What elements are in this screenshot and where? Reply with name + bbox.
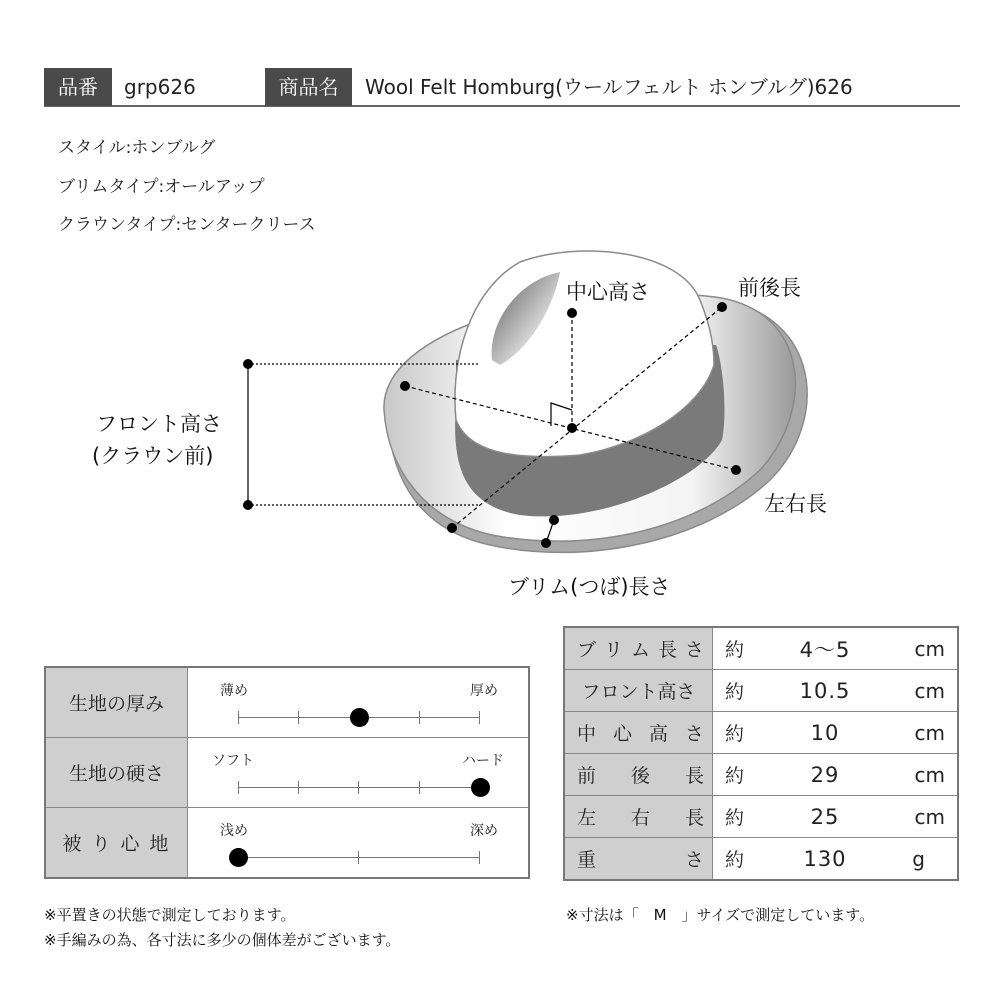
size-label: [565, 838, 713, 879]
scale-indicator-dot: [471, 778, 490, 797]
size-row-weight: [565, 838, 957, 879]
product-code-label: 品番: [44, 68, 112, 106]
feel-row-hardness: [46, 738, 528, 808]
size-approx: 約: [725, 765, 745, 787]
size-row-front-back: [565, 754, 957, 796]
size-label-char: 左: [577, 807, 597, 829]
size-table: [563, 626, 959, 881]
size-value: 10: [810, 720, 840, 745]
label-left-right: 左右長: [764, 492, 827, 516]
size-label-char: さ: [684, 849, 704, 871]
product-name: Wool Felt Homburg(ウールフェルト ホンブルグ)626: [365, 75, 853, 99]
size-approx: 約: [725, 681, 745, 703]
scale-tick: [419, 781, 420, 794]
attribute-style: スタイル:ホンブルグ: [58, 138, 216, 158]
feel-label: 被 り 心 地: [46, 808, 188, 877]
size-label: [565, 670, 713, 711]
scale-tick: [419, 711, 420, 724]
label-brim-length: ブリム(つば)長さ: [508, 575, 671, 599]
size-label-char: 中: [577, 723, 597, 745]
size-label: [565, 628, 713, 669]
size-label-char: フロント高さ: [581, 681, 696, 703]
scale-tick: [358, 851, 359, 864]
scale-indicator-dot: [350, 708, 369, 727]
size-label-char: 後: [630, 765, 650, 787]
size-value: 4～5: [799, 637, 851, 662]
size-unit: cm: [914, 636, 945, 661]
size-label-char: 前: [577, 765, 597, 787]
size-label-char: さ: [684, 723, 704, 745]
scale-indicator-dot: [229, 848, 248, 867]
scale-tick: [298, 711, 299, 724]
scale-tick: [238, 711, 239, 724]
size-unit: cm: [914, 678, 945, 703]
feel-row-fit-depth: [46, 808, 528, 877]
note-individual-variation: ※手編みの為、各寸法に多少の個体差がございます。: [44, 931, 401, 949]
size-label-char: 長: [684, 807, 704, 829]
scale-tick: [479, 851, 480, 864]
size-unit: g: [912, 846, 925, 871]
label-front-height-sub: (クラウン前): [92, 444, 214, 468]
product-name-label: 商品名: [265, 68, 352, 106]
note-measured-size: ※寸法は「 M 」サイズで測定しています。: [566, 906, 875, 924]
label-center-height: 中心高さ: [566, 280, 650, 304]
feel-scale: [188, 808, 528, 877]
scale-high-label: 深め: [470, 823, 498, 839]
product-code: grp626: [124, 75, 196, 99]
scale-tick: [358, 781, 359, 794]
scale-low-label: 浅め: [220, 823, 248, 839]
scale-line: [238, 857, 480, 858]
size-label-char: 心: [612, 723, 632, 745]
size-label-char: 右: [630, 807, 650, 829]
size-approx: 約: [725, 639, 745, 661]
size-label-char: 長: [657, 639, 677, 661]
attribute-brim-type: ブリムタイプ:オールアップ: [58, 177, 265, 197]
label-front-back: 前後長: [738, 276, 801, 300]
size-label: [565, 796, 713, 837]
size-label-char: 高: [648, 723, 668, 745]
size-row-front-height: [565, 670, 957, 712]
note-flat-measurement: ※平置きの状態で測定しております。: [44, 906, 296, 924]
size-value: 29: [810, 762, 840, 787]
scale-tick: [479, 711, 480, 724]
size-value: 10.5: [799, 678, 851, 703]
size-label: [565, 712, 713, 753]
scale-high-label: ハード: [462, 753, 504, 769]
size-approx: 約: [725, 723, 745, 745]
size-row-center-height: [565, 712, 957, 754]
fabric-feel-table: [44, 666, 530, 879]
size-row-left-right: [565, 796, 957, 838]
feel-row-thickness: [46, 668, 528, 738]
scale-low-label: 薄め: [220, 683, 248, 699]
feel-label: 生地の硬さ: [46, 738, 188, 807]
size-approx: 約: [725, 849, 745, 871]
feel-label: 生地の厚み: [46, 668, 188, 737]
size-label-char: 長: [684, 765, 704, 787]
size-value: 130: [803, 846, 847, 871]
size-unit: cm: [914, 720, 945, 745]
label-front-height: フロント高さ: [96, 412, 222, 436]
attribute-crown-type: クラウンタイプ:センタークリース: [58, 215, 316, 235]
size-label-char: ブ: [577, 639, 597, 661]
size-value: 25: [810, 804, 840, 829]
size-label-char: さ: [684, 639, 704, 661]
scale-low-label: ソフト: [212, 753, 254, 769]
feel-scale: [188, 668, 528, 737]
scale-high-label: 厚め: [470, 683, 498, 699]
size-row-brim: [565, 628, 957, 670]
scale-tick: [238, 781, 239, 794]
size-unit: cm: [914, 762, 945, 787]
scale-line: [238, 787, 480, 788]
size-label-char: 重: [577, 849, 597, 871]
size-approx: 約: [725, 807, 745, 829]
size-label-char: ム: [630, 639, 650, 661]
size-label-char: リ: [603, 639, 623, 661]
scale-tick: [298, 781, 299, 794]
size-unit: cm: [914, 804, 945, 829]
size-label: [565, 754, 713, 795]
feel-scale: [188, 738, 528, 807]
